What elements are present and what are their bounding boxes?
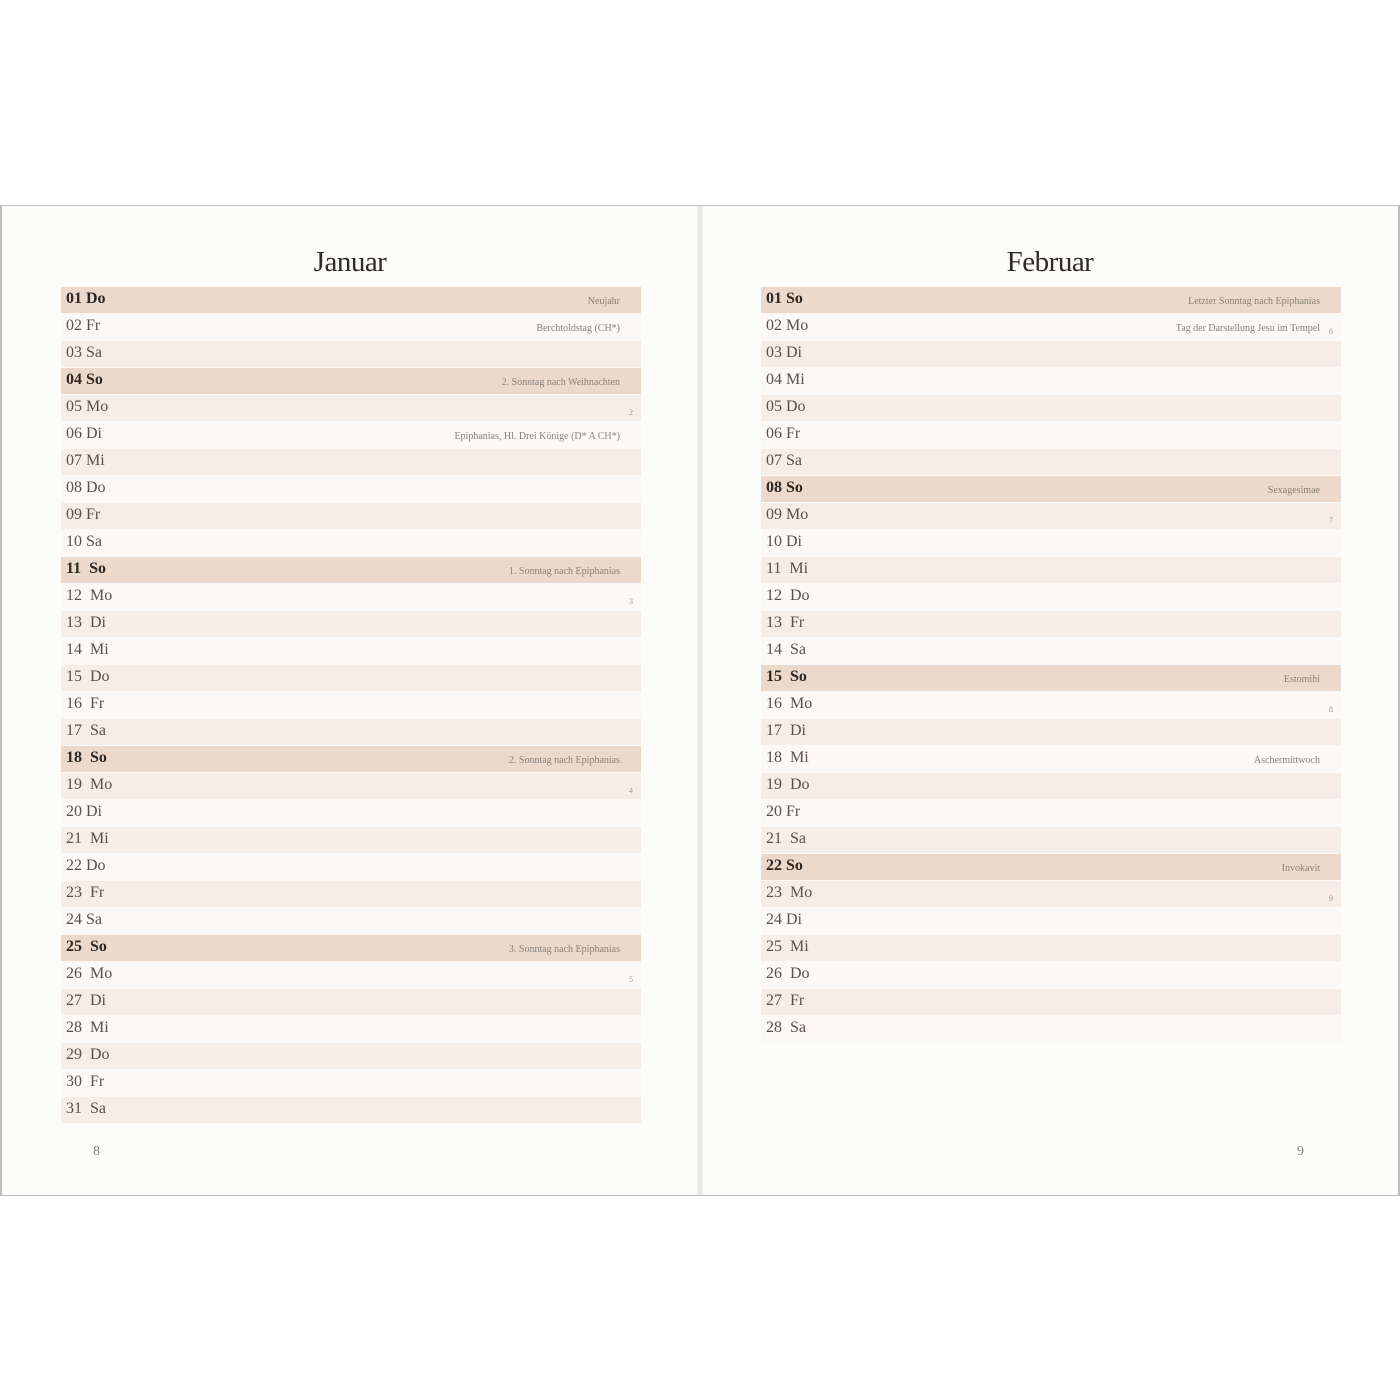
day-row bbox=[761, 908, 1341, 935]
day-label: 29 Do bbox=[66, 1046, 110, 1063]
day-label: 23 Fr bbox=[66, 884, 105, 901]
day-row bbox=[761, 314, 1341, 341]
page-january bbox=[0, 206, 700, 1195]
holiday-label: 3. Sonntag nach Epiphanias bbox=[508, 944, 620, 955]
day-row bbox=[61, 449, 641, 476]
day-label: 11 So bbox=[66, 560, 107, 577]
day-row bbox=[61, 665, 641, 692]
day-label: 12 Do bbox=[766, 587, 810, 604]
week-number: 7 bbox=[1329, 516, 1333, 525]
day-row bbox=[761, 935, 1341, 962]
day-label: 14 Mi bbox=[66, 641, 109, 658]
day-row bbox=[61, 1016, 641, 1043]
day-label: 25 So bbox=[66, 938, 107, 955]
day-row bbox=[61, 1097, 641, 1124]
day-row bbox=[61, 773, 641, 800]
day-label: 24 Sa bbox=[66, 911, 102, 928]
day-row bbox=[761, 962, 1341, 989]
day-label: 17 Sa bbox=[66, 722, 106, 739]
day-label: 03 Sa bbox=[66, 344, 102, 361]
day-row-sunday bbox=[61, 287, 641, 314]
day-label: 02 Fr bbox=[66, 317, 101, 334]
day-row bbox=[761, 395, 1341, 422]
day-label: 08 Do bbox=[66, 479, 106, 496]
day-label: 22 Do bbox=[66, 857, 106, 874]
day-label: 09 Fr bbox=[66, 506, 101, 523]
week-number: 5 bbox=[629, 975, 633, 984]
month-title: Februar bbox=[1006, 246, 1094, 278]
day-row bbox=[61, 989, 641, 1016]
day-row bbox=[761, 827, 1341, 854]
calendar-spread bbox=[0, 205, 1400, 1196]
day-label: 25 Mi bbox=[766, 938, 809, 955]
day-label: 09 Mo bbox=[766, 506, 809, 523]
day-row bbox=[61, 908, 641, 935]
day-label: 21 Sa bbox=[766, 830, 806, 847]
day-row-sunday bbox=[761, 287, 1341, 314]
day-label: 22 So bbox=[766, 857, 803, 874]
day-label: 11 Mi bbox=[766, 560, 809, 577]
holiday-label: Epiphanias, Hl. Drei Könige (D* A CH*) bbox=[454, 431, 620, 442]
day-row-sunday bbox=[761, 665, 1341, 692]
day-label: 10 Sa bbox=[66, 533, 102, 550]
day-table bbox=[61, 287, 641, 1124]
day-label: 28 Mi bbox=[66, 1019, 109, 1036]
day-label: 26 Mo bbox=[66, 965, 113, 982]
day-label: 04 Mi bbox=[766, 371, 805, 388]
day-row bbox=[761, 1016, 1341, 1043]
holiday-label: Aschermittwoch bbox=[1253, 755, 1320, 766]
day-label: 30 Fr bbox=[66, 1073, 105, 1090]
day-row bbox=[61, 314, 641, 341]
holiday-label: Berchtoldstag (CH*) bbox=[536, 323, 620, 334]
day-table bbox=[761, 287, 1341, 1043]
day-row bbox=[761, 368, 1341, 395]
day-row bbox=[761, 719, 1341, 746]
day-row bbox=[761, 422, 1341, 449]
day-row bbox=[61, 530, 641, 557]
page-number: 9 bbox=[1297, 1144, 1304, 1159]
holiday-label: Neujahr bbox=[587, 296, 620, 307]
day-row-sunday bbox=[761, 476, 1341, 503]
week-number: 6 bbox=[1329, 327, 1333, 336]
holiday-label: Estomihi bbox=[1283, 674, 1320, 685]
day-row bbox=[761, 449, 1341, 476]
day-row bbox=[761, 611, 1341, 638]
day-label: 24 Di bbox=[766, 911, 802, 928]
holiday-label: Tag der Darstellung Jesu im Tempel bbox=[1175, 323, 1320, 334]
day-row bbox=[61, 341, 641, 368]
day-label: 08 So bbox=[766, 479, 803, 496]
holiday-label: 2. Sonntag nach Epiphanias bbox=[508, 755, 620, 766]
day-row bbox=[61, 422, 641, 449]
day-label: 17 Di bbox=[766, 722, 806, 739]
day-row bbox=[61, 719, 641, 746]
day-row bbox=[761, 692, 1341, 719]
day-label: 16 Fr bbox=[66, 695, 105, 712]
day-row bbox=[761, 638, 1341, 665]
day-row-sunday bbox=[761, 854, 1341, 881]
day-label: 15 So bbox=[766, 668, 807, 685]
day-row bbox=[761, 341, 1341, 368]
day-label: 03 Di bbox=[766, 344, 802, 361]
book-gutter bbox=[697, 206, 703, 1195]
day-label: 07 Mi bbox=[66, 452, 105, 469]
day-label: 19 Mo bbox=[66, 776, 113, 793]
day-row bbox=[61, 800, 641, 827]
day-row bbox=[761, 773, 1341, 800]
day-row-sunday bbox=[61, 557, 641, 584]
holiday-label: Sexagesimae bbox=[1267, 485, 1320, 496]
week-number: 8 bbox=[1329, 705, 1333, 714]
page-february bbox=[701, 206, 1400, 1195]
day-label: 18 So bbox=[66, 749, 107, 766]
day-label: 18 Mi bbox=[766, 749, 809, 766]
day-label: 04 So bbox=[66, 371, 103, 388]
day-label: 12 Mo bbox=[66, 587, 113, 604]
day-row bbox=[61, 881, 641, 908]
day-label: 27 Fr bbox=[766, 992, 805, 1009]
day-row bbox=[61, 476, 641, 503]
day-row bbox=[761, 800, 1341, 827]
holiday-label: Invokavit bbox=[1281, 863, 1320, 874]
day-row-sunday bbox=[61, 368, 641, 395]
day-label: 02 Mo bbox=[766, 317, 809, 334]
holiday-label: 2. Sonntag nach Weihnachten bbox=[501, 377, 620, 388]
day-row bbox=[61, 638, 641, 665]
day-label: 19 Do bbox=[766, 776, 810, 793]
day-row bbox=[761, 530, 1341, 557]
day-label: 06 Di bbox=[66, 425, 102, 442]
day-label: 10 Di bbox=[766, 533, 802, 550]
day-row-sunday bbox=[61, 746, 641, 773]
day-row bbox=[61, 584, 641, 611]
day-label: 15 Do bbox=[66, 668, 110, 685]
day-label: 20 Fr bbox=[766, 803, 801, 820]
day-label: 20 Di bbox=[66, 803, 102, 820]
day-label: 16 Mo bbox=[766, 695, 813, 712]
week-number: 9 bbox=[1329, 894, 1333, 903]
day-row bbox=[61, 692, 641, 719]
day-label: 05 Mo bbox=[66, 398, 109, 415]
day-label: 23 Mo bbox=[766, 884, 813, 901]
day-label: 05 Do bbox=[766, 398, 806, 415]
day-label: 01 So bbox=[766, 290, 803, 307]
day-row bbox=[61, 1043, 641, 1070]
holiday-label: 1. Sonntag nach Epiphanias bbox=[508, 566, 620, 577]
day-label: 31 Sa bbox=[66, 1100, 106, 1117]
month-title: Januar bbox=[313, 246, 387, 278]
day-row bbox=[761, 557, 1341, 584]
day-row bbox=[61, 1070, 641, 1097]
day-row bbox=[761, 746, 1341, 773]
day-row bbox=[61, 395, 641, 422]
day-row bbox=[761, 989, 1341, 1016]
day-row bbox=[61, 962, 641, 989]
day-row-sunday bbox=[61, 935, 641, 962]
day-row bbox=[61, 854, 641, 881]
day-label: 13 Di bbox=[66, 614, 106, 631]
day-label: 28 Sa bbox=[766, 1019, 806, 1036]
week-number: 2 bbox=[629, 408, 633, 417]
day-label: 26 Do bbox=[766, 965, 810, 982]
day-row bbox=[61, 611, 641, 638]
day-row bbox=[761, 881, 1341, 908]
holiday-label: Letzter Sonntag nach Epiphanias bbox=[1188, 296, 1320, 307]
day-label: 01 Do bbox=[66, 290, 106, 307]
page-number: 8 bbox=[93, 1144, 100, 1159]
day-row bbox=[61, 827, 641, 854]
day-row bbox=[61, 503, 641, 530]
day-label: 14 Sa bbox=[766, 641, 806, 658]
week-number: 4 bbox=[629, 786, 633, 795]
day-label: 13 Fr bbox=[766, 614, 805, 631]
day-label: 27 Di bbox=[66, 992, 106, 1009]
day-row bbox=[761, 503, 1341, 530]
day-row bbox=[761, 584, 1341, 611]
week-number: 3 bbox=[629, 597, 633, 606]
day-label: 06 Fr bbox=[766, 425, 801, 442]
day-label: 07 Sa bbox=[766, 452, 802, 469]
day-label: 21 Mi bbox=[66, 830, 109, 847]
